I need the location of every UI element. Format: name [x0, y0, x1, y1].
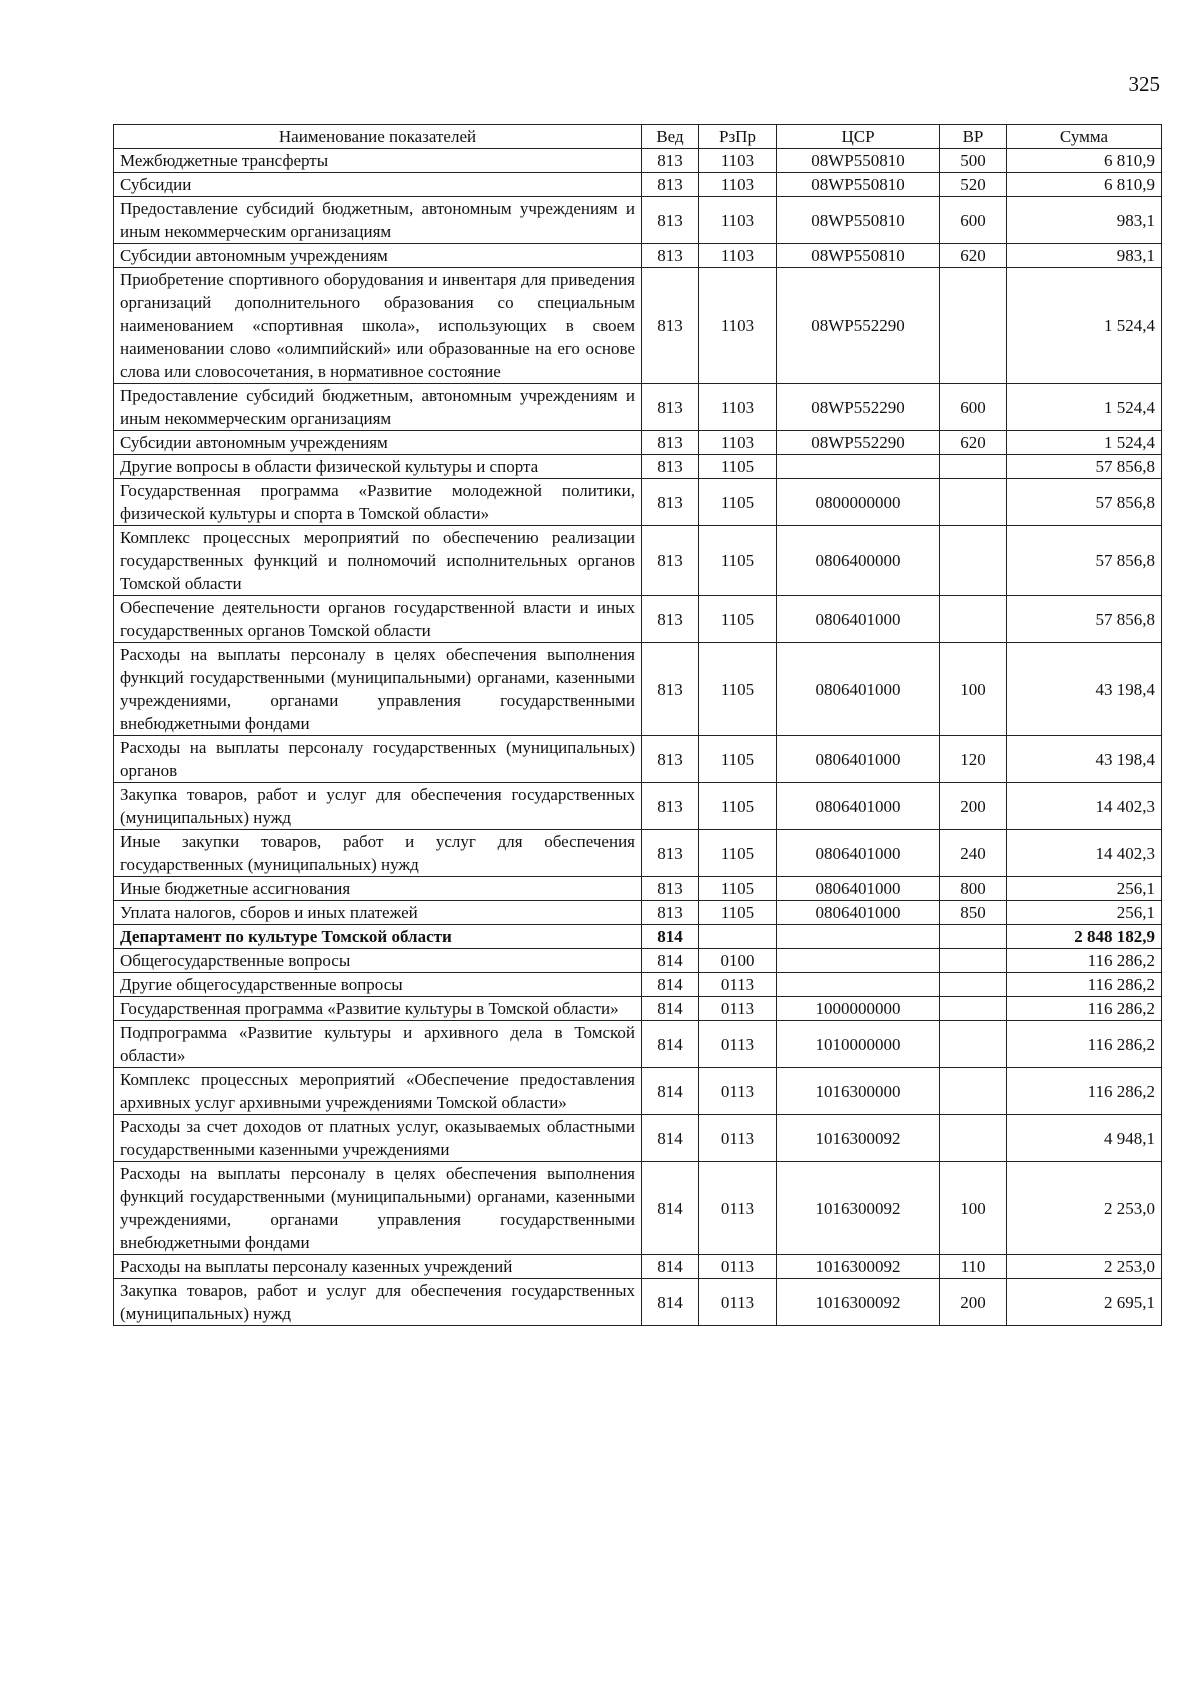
cell-csr: 1016300092: [777, 1115, 940, 1162]
cell-name: Общегосударственные вопросы: [114, 949, 642, 973]
cell-name: Предоставление субсидий бюджетным, автономным учреждениям и иным некоммерческим организациям: [114, 384, 642, 431]
cell-name: Государственная программа «Развитие культуры в Томской области»: [114, 997, 642, 1021]
table-row: [114, 244, 1162, 268]
header-csr: ЦСР: [777, 125, 940, 149]
cell-vr: [940, 526, 1007, 596]
cell-csr: 0806400000: [777, 526, 940, 596]
table-row: [114, 1115, 1162, 1162]
cell-vr: [940, 268, 1007, 384]
cell-name: Иные закупки товаров, работ и услуг для обеспечения государственных (муниципальных) нужд: [114, 830, 642, 877]
cell-csr: 08WP552290: [777, 431, 940, 455]
cell-ved: 813: [642, 596, 699, 643]
cell-sum: 116 286,2: [1007, 1021, 1162, 1068]
cell-ved: 814: [642, 997, 699, 1021]
cell-sum: 4 948,1: [1007, 1115, 1162, 1162]
table-row: [114, 384, 1162, 431]
cell-sum: 2 253,0: [1007, 1162, 1162, 1255]
cell-rzpr: 0113: [699, 973, 777, 997]
cell-sum: 116 286,2: [1007, 973, 1162, 997]
table-row: [114, 479, 1162, 526]
cell-name: Уплата налогов, сборов и иных платежей: [114, 901, 642, 925]
cell-ved: 813: [642, 173, 699, 197]
table-row: [114, 197, 1162, 244]
cell-sum: 57 856,8: [1007, 455, 1162, 479]
cell-rzpr: 1105: [699, 901, 777, 925]
cell-ved: 813: [642, 384, 699, 431]
table-row: [114, 736, 1162, 783]
cell-vr: 620: [940, 244, 1007, 268]
cell-vr: 100: [940, 1162, 1007, 1255]
table-row: [114, 1162, 1162, 1255]
cell-vr: 240: [940, 830, 1007, 877]
table-row: [114, 431, 1162, 455]
cell-vr: [940, 479, 1007, 526]
cell-csr: 0806401000: [777, 877, 940, 901]
cell-ved: 813: [642, 149, 699, 173]
cell-rzpr: 1103: [699, 173, 777, 197]
cell-vr: [940, 973, 1007, 997]
table-row: [114, 877, 1162, 901]
cell-vr: [940, 949, 1007, 973]
cell-name: Комплекс процессных мероприятий «Обеспечение предоставления архивных услуг архивными учреждениями Томской области»: [114, 1068, 642, 1115]
cell-ved: 814: [642, 973, 699, 997]
cell-name: Расходы на выплаты персоналу в целях обеспечения выполнения функций государственными (муниципальными) органами, казенными учреждениями, органами управления государственными внебюджетными фондами: [114, 1162, 642, 1255]
header-sum: Сумма: [1007, 125, 1162, 149]
table-row: [114, 173, 1162, 197]
cell-rzpr: 1105: [699, 526, 777, 596]
table-row: [114, 149, 1162, 173]
cell-name: Предоставление субсидий бюджетным, автономным учреждениям и иным некоммерческим организациям: [114, 197, 642, 244]
cell-rzpr: 1103: [699, 268, 777, 384]
cell-sum: 116 286,2: [1007, 949, 1162, 973]
cell-ved: 813: [642, 830, 699, 877]
cell-sum: 2 695,1: [1007, 1279, 1162, 1326]
cell-rzpr: 0113: [699, 1021, 777, 1068]
cell-vr: 520: [940, 173, 1007, 197]
cell-csr: [777, 925, 940, 949]
cell-csr: 1016300000: [777, 1068, 940, 1115]
cell-vr: [940, 596, 1007, 643]
cell-csr: 08WP550810: [777, 149, 940, 173]
cell-rzpr: 1103: [699, 431, 777, 455]
header-rzpr: РзПр: [699, 125, 777, 149]
cell-vr: [940, 1021, 1007, 1068]
cell-sum: 57 856,8: [1007, 526, 1162, 596]
cell-name: Межбюджетные трансферты: [114, 149, 642, 173]
cell-rzpr: 1105: [699, 479, 777, 526]
cell-name: Расходы на выплаты персоналу в целях обеспечения выполнения функций государственными (муниципальными) органами, казенными учреждениями, органами управления государственными внебюджетными фондами: [114, 643, 642, 736]
cell-vr: 800: [940, 877, 1007, 901]
cell-rzpr: 1105: [699, 877, 777, 901]
cell-name: Расходы за счет доходов от платных услуг, оказываемых областными государственными казенными учреждениями: [114, 1115, 642, 1162]
cell-sum: 116 286,2: [1007, 997, 1162, 1021]
cell-name: Расходы на выплаты персоналу государственных (муниципальных) органов: [114, 736, 642, 783]
header-vr: ВР: [940, 125, 1007, 149]
cell-sum: 14 402,3: [1007, 783, 1162, 830]
table-row: [114, 973, 1162, 997]
table-row: [114, 997, 1162, 1021]
cell-name: Обеспечение деятельности органов государственной власти и иных государственных органов Томской области: [114, 596, 642, 643]
cell-sum: 256,1: [1007, 877, 1162, 901]
cell-ved: 813: [642, 268, 699, 384]
cell-name: Комплекс процессных мероприятий по обеспечению реализации государственных функций и полномочий исполнительных органов Томской области: [114, 526, 642, 596]
cell-vr: 850: [940, 901, 1007, 925]
cell-name: Подпрограмма «Развитие культуры и архивного дела в Томской области»: [114, 1021, 642, 1068]
cell-csr: 0800000000: [777, 479, 940, 526]
cell-vr: 110: [940, 1255, 1007, 1279]
cell-rzpr: [699, 925, 777, 949]
cell-sum: 256,1: [1007, 901, 1162, 925]
cell-rzpr: 0100: [699, 949, 777, 973]
cell-csr: 0806401000: [777, 901, 940, 925]
cell-sum: 57 856,8: [1007, 596, 1162, 643]
table-row: [114, 1021, 1162, 1068]
table-row: [114, 1068, 1162, 1115]
cell-csr: 08WP550810: [777, 197, 940, 244]
cell-name: Расходы на выплаты персоналу казенных учреждений: [114, 1255, 642, 1279]
table-row: [114, 925, 1162, 949]
cell-sum: 6 810,9: [1007, 149, 1162, 173]
cell-ved: 814: [642, 1115, 699, 1162]
table-row: [114, 268, 1162, 384]
cell-sum: 14 402,3: [1007, 830, 1162, 877]
cell-ved: 814: [642, 1162, 699, 1255]
cell-csr: 0806401000: [777, 830, 940, 877]
cell-ved: 813: [642, 455, 699, 479]
table-row: [114, 901, 1162, 925]
cell-ved: 814: [642, 1255, 699, 1279]
cell-rzpr: 0113: [699, 1068, 777, 1115]
table-body: [114, 149, 1162, 1326]
cell-sum: 57 856,8: [1007, 479, 1162, 526]
cell-sum: 116 286,2: [1007, 1068, 1162, 1115]
cell-name: Государственная программа «Развитие молодежной политики, физической культуры и спорта в Томской области»: [114, 479, 642, 526]
cell-csr: 0806401000: [777, 596, 940, 643]
cell-csr: 1000000000: [777, 997, 940, 1021]
cell-sum: 983,1: [1007, 197, 1162, 244]
cell-csr: 1016300092: [777, 1279, 940, 1326]
cell-rzpr: 0113: [699, 1255, 777, 1279]
table-row: [114, 949, 1162, 973]
cell-name: Закупка товаров, работ и услуг для обеспечения государственных (муниципальных) нужд: [114, 783, 642, 830]
table-row: [114, 1279, 1162, 1326]
cell-csr: 08WP550810: [777, 244, 940, 268]
cell-rzpr: 0113: [699, 1162, 777, 1255]
cell-ved: 813: [642, 643, 699, 736]
cell-csr: 0806401000: [777, 643, 940, 736]
cell-vr: 620: [940, 431, 1007, 455]
cell-sum: 43 198,4: [1007, 643, 1162, 736]
cell-sum: 6 810,9: [1007, 173, 1162, 197]
cell-name: Закупка товаров, работ и услуг для обеспечения государственных (муниципальных) нужд: [114, 1279, 642, 1326]
cell-rzpr: 1105: [699, 643, 777, 736]
cell-vr: 500: [940, 149, 1007, 173]
table-header-row: [114, 125, 1162, 149]
cell-sum: 43 198,4: [1007, 736, 1162, 783]
cell-vr: [940, 1115, 1007, 1162]
cell-rzpr: 0113: [699, 1279, 777, 1326]
cell-rzpr: 0113: [699, 1115, 777, 1162]
cell-csr: 1016300092: [777, 1162, 940, 1255]
cell-sum: 983,1: [1007, 244, 1162, 268]
cell-ved: 813: [642, 877, 699, 901]
cell-name: Субсидии: [114, 173, 642, 197]
cell-ved: 813: [642, 197, 699, 244]
cell-ved: 814: [642, 1068, 699, 1115]
cell-name: Приобретение спортивного оборудования и инвентаря для приведения организаций дополнительного образования со специальным наименованием «спортивная школа», использующих в своем наименовании слово «олимпийский» или образованные на его основе слова или словосочетания, в нормативное состояние: [114, 268, 642, 384]
cell-ved: 813: [642, 901, 699, 925]
cell-rzpr: 1105: [699, 455, 777, 479]
cell-rzpr: 1105: [699, 830, 777, 877]
cell-vr: [940, 455, 1007, 479]
cell-name: Субсидии автономным учреждениям: [114, 431, 642, 455]
cell-csr: 0806401000: [777, 736, 940, 783]
cell-rzpr: 0113: [699, 997, 777, 1021]
cell-ved: 813: [642, 479, 699, 526]
cell-csr: 0806401000: [777, 783, 940, 830]
table-row: [114, 1255, 1162, 1279]
table-row: [114, 643, 1162, 736]
cell-rzpr: 1105: [699, 596, 777, 643]
cell-rzpr: 1103: [699, 384, 777, 431]
cell-vr: 600: [940, 384, 1007, 431]
cell-ved: 813: [642, 783, 699, 830]
cell-name: Департамент по культуре Томской области: [114, 925, 642, 949]
cell-rzpr: 1103: [699, 244, 777, 268]
cell-rzpr: 1105: [699, 783, 777, 830]
table-row: [114, 455, 1162, 479]
cell-ved: 813: [642, 736, 699, 783]
cell-ved: 814: [642, 949, 699, 973]
cell-csr: [777, 949, 940, 973]
cell-rzpr: 1105: [699, 736, 777, 783]
cell-name: Другие вопросы в области физической культуры и спорта: [114, 455, 642, 479]
cell-rzpr: 1103: [699, 149, 777, 173]
table-row: [114, 526, 1162, 596]
cell-ved: 814: [642, 925, 699, 949]
cell-sum: 2 253,0: [1007, 1255, 1162, 1279]
header-ved: Вед: [642, 125, 699, 149]
cell-ved: 813: [642, 431, 699, 455]
budget-table: [113, 124, 1162, 1326]
cell-name: Другие общегосударственные вопросы: [114, 973, 642, 997]
cell-csr: 08WP552290: [777, 268, 940, 384]
cell-sum: 1 524,4: [1007, 384, 1162, 431]
cell-csr: 1016300092: [777, 1255, 940, 1279]
cell-csr: [777, 973, 940, 997]
cell-vr: 200: [940, 1279, 1007, 1326]
cell-ved: 813: [642, 244, 699, 268]
cell-sum: 1 524,4: [1007, 431, 1162, 455]
cell-csr: 08WP550810: [777, 173, 940, 197]
table-row: [114, 783, 1162, 830]
cell-ved: 813: [642, 526, 699, 596]
cell-vr: 100: [940, 643, 1007, 736]
cell-sum: 1 524,4: [1007, 268, 1162, 384]
cell-vr: [940, 925, 1007, 949]
cell-vr: 200: [940, 783, 1007, 830]
cell-vr: [940, 1068, 1007, 1115]
cell-ved: 814: [642, 1021, 699, 1068]
cell-sum: 2 848 182,9: [1007, 925, 1162, 949]
cell-vr: 120: [940, 736, 1007, 783]
cell-vr: [940, 997, 1007, 1021]
cell-name: Субсидии автономным учреждениям: [114, 244, 642, 268]
table-row: [114, 596, 1162, 643]
cell-csr: 1010000000: [777, 1021, 940, 1068]
cell-csr: 08WP552290: [777, 384, 940, 431]
cell-vr: 600: [940, 197, 1007, 244]
cell-name: Иные бюджетные ассигнования: [114, 877, 642, 901]
page-number: 325: [1128, 72, 1160, 96]
cell-rzpr: 1103: [699, 197, 777, 244]
cell-ved: 814: [642, 1279, 699, 1326]
cell-csr: [777, 455, 940, 479]
table-row: [114, 830, 1162, 877]
header-name: Наименование показателей: [114, 125, 642, 149]
